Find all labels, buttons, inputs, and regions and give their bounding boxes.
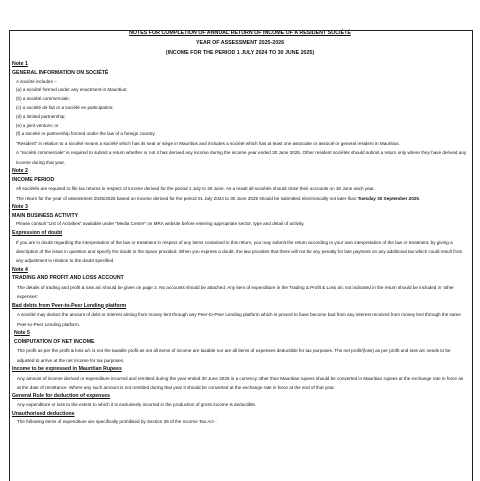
note-2-label: Note 2 — [12, 167, 28, 174]
note-4-heading: TRADING AND PROFIT AND LOSS ACCOUNT — [12, 275, 124, 282]
note-4-label: Note 4 — [12, 266, 28, 273]
net-income-paragraph: The profit as per the profit & loss a/c is not the taxable profit as not all items of income are taxable nor are all items of expenses deductible for tax purposes. The net profit/(loss) as per profit and loss a/c needs to be adjusted to arrive at the net income for tax purposes. — [17, 348, 451, 363]
submission-deadline-paragraph: The return for the year of assessment 2025/2026 based on income derived for the period 01 July 2024 to 30 June 2025 should be submitted electronically not later than Tuesday 30 September 2025. — [16, 195, 421, 201]
expression-of-doubt-paragraph: If you are in doubt regarding the interpretation of the law or treatment in respect of any items contained in this return, you may submit the return according to your own interpretation of the law or treatment, by giving a description of the issue in question and specify the doubt in the space provided. When you express a doubt, the law provides that there will not be any penalty for late payment on any additional tax which could result from any adjustment in relation to the doubt specified. — [16, 239, 463, 264]
societe-commerciale-paragraph: A “société commerciale” is required to submit a return whether or not it has derived any income during the income year ended 30 June 2025. Other resident sociétés should submit a return only where they have derived any income during that year. — [16, 150, 467, 165]
deadline-date: Tuesday 30 September 2025 — [357, 195, 419, 201]
list-item: (d) a limited partnership; — [16, 113, 66, 119]
notes-content — [12, 60, 468, 427]
list-item: (a) a société formed under any enactment in Mauritius; — [16, 87, 128, 93]
list-item: (e) a joint venture; or — [16, 122, 59, 128]
trading-account-paragraph: The details of trading and profit & loss a/c should be given on page 2. No accounts should be attached. Any item of expenditure in the Trading & Profit & Loss a/c not indicated in the return should be included in ‘other expenses’. — [17, 285, 454, 300]
unauthorised-deductions-heading: Unauthorised deductions — [12, 410, 75, 417]
resident-definition: “Resident” in relation to a société means a société which has its seat or siège in Mauritius and includes a société which has at least one associate or associé or general resident in Mauritius. — [16, 141, 400, 147]
bad-debts-paragraph: A société may deduct the amount of debt or interest arising from money lent through any Peer-to-Peer Lending platform which is proved to have become bad from any interest received from money lent through the same Peer-to-Peer Lending platform. — [17, 312, 461, 327]
income-period-paragraph: All sociétés are required to file tax returns in respect of income derived for the period 1 July to 30 June. As a result all sociétés should close their accounts on 30 June each year. — [16, 186, 375, 192]
year-of-assessment: YEAR OF ASSESSMENT 2025-2026 — [195, 40, 285, 46]
document-title: NOTES FOR COMPLETION OF ANNUAL RETURN OF INCOME OF A RESIDENT SOCIÉTÉ — [129, 30, 351, 36]
unauthorised-deductions-paragraph: The following items of expenditure are specifically prohibited by Section 26 of the Income Tax Act - — [17, 419, 217, 425]
list-item: (b) a société commerciale; — [16, 96, 70, 102]
note-3-heading: MAIN BUSINESS ACTIVITY — [12, 212, 79, 219]
mauritian-rupees-heading: Income to be expressed in Mauritian Rupees — [12, 365, 122, 372]
list-item: (f) a société or partnership formed under the law of a foreign country. — [16, 131, 156, 137]
deduction-rule-paragraph: Any expenditure or loss to the extent to which it is exclusively incurred in the production of gross income is deductible. — [17, 401, 257, 407]
deduction-rule-heading: General Rule for deduction of expenses — [12, 392, 111, 399]
income-period-subtitle: (INCOME FOR THE PERIOD 1 JULY 2024 TO 30 JUNE 2025) — [165, 50, 315, 56]
note-1-intro: A société includes – — [16, 78, 57, 84]
activity-paragraph: Please consult “List of Activities” available under “Media Centre” on MRA website before entering appropriate sector, type and detail of activity. — [16, 221, 305, 227]
notes-frame — [9, 30, 473, 481]
note-5-heading: COMPUTATION OF NET INCOME — [14, 338, 95, 345]
note-1-label: Note 1 — [12, 61, 28, 67]
note-5-label: Note 5 — [14, 329, 30, 336]
bad-debts-heading: Bad debts from Peer-to-Peer Lending platform — [12, 302, 127, 309]
note-1-heading: GENERAL INFORMATION ON SOCIÉTÉ — [12, 69, 109, 76]
mauritian-rupees-paragraph: Any amount of income derived or expenditure incurred and remitted during the year ended 30 June 2025 in a currency other than Mauritian rupees should be converted in Mauritian rupees at the exchange rate in force as at the date of remittance. Where any such amount is not remitted during that year it should be converted at the exchange rate in force at the end of that year. — [17, 375, 464, 390]
note-3-label: Note 3 — [12, 203, 28, 210]
list-item: (c) a société de fait or a société en participation; — [16, 104, 114, 110]
note-2-heading: INCOME PERIOD — [12, 176, 55, 183]
expression-of-doubt-heading: Expression of doubt — [12, 230, 63, 237]
